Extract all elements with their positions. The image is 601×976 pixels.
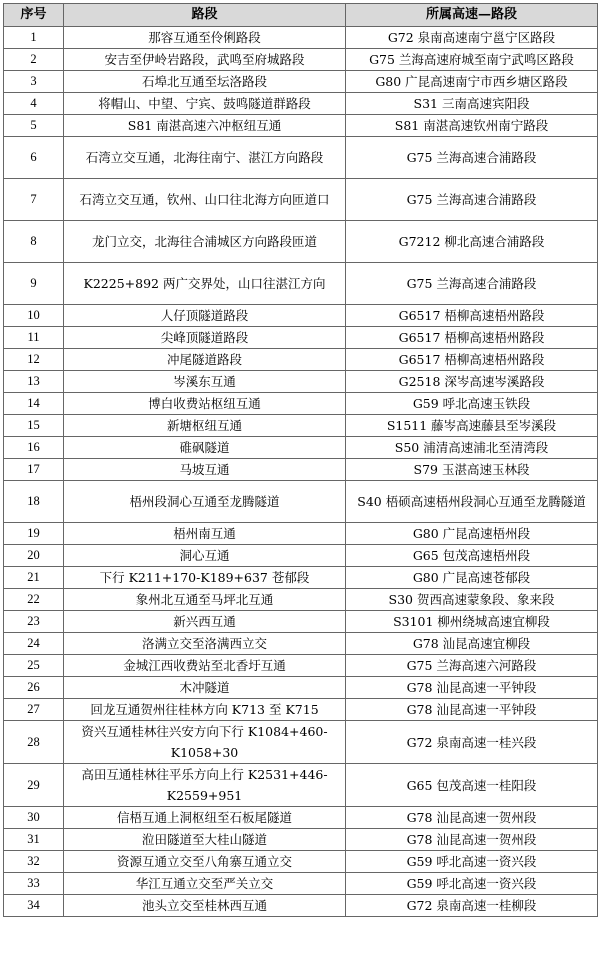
- row-section-cell: 涖田隧道至大桂山隧道: [64, 829, 346, 851]
- table-row: [4, 437, 598, 459]
- row-highway-cell: G78 汕昆高速一平钟段: [346, 699, 598, 721]
- row-highway-cell: G59 呼北高速一资兴段: [346, 851, 598, 873]
- row-highway-cell: S30 贺西高速蒙象段、象来段: [346, 589, 598, 611]
- row-seq-cell: 31: [4, 829, 64, 851]
- row-highway-cell: G75 兰海高速合浦路段: [346, 179, 598, 221]
- table-row: [4, 71, 598, 93]
- row-highway-cell: G78 汕昆高速一贺州段: [346, 807, 598, 829]
- row-seq-cell: 4: [4, 93, 64, 115]
- row-seq-cell: 20: [4, 545, 64, 567]
- row-section-cell: 资源互通立交至八角寨互通立交: [64, 851, 346, 873]
- row-highway-cell: G75 兰海高速合浦路段: [346, 263, 598, 305]
- table-row: [4, 137, 598, 179]
- row-highway-cell: G65 包茂高速梧州段: [346, 545, 598, 567]
- row-section-cell: 尖峰顶隧道路段: [64, 327, 346, 349]
- row-highway-cell: G80 广昆高速南宁市西乡塘区路段: [346, 71, 598, 93]
- row-highway-cell: G65 包茂高速一桂阳段: [346, 764, 598, 807]
- row-seq-cell: 1: [4, 27, 64, 49]
- row-section-cell: 信梧互通上洞枢纽至石板尾隧道: [64, 807, 346, 829]
- row-highway-cell: S1511 藤岑高速藤县至岑溪段: [346, 415, 598, 437]
- header-highway: 所属高速—路段: [346, 4, 598, 27]
- table-header: [4, 4, 598, 27]
- row-section-cell: 象州北互通至马坪北互通: [64, 589, 346, 611]
- row-section-cell: S81 南湛高速六冲枢纽互通: [64, 115, 346, 137]
- row-seq-cell: 32: [4, 851, 64, 873]
- row-seq-cell: 17: [4, 459, 64, 481]
- row-section-cell: 那容互通至伶俐路段: [64, 27, 346, 49]
- row-highway-cell: G75 兰海高速六河路段: [346, 655, 598, 677]
- row-highway-cell: G75 兰海高速合浦路段: [346, 137, 598, 179]
- row-seq-cell: 18: [4, 481, 64, 523]
- table-row: [4, 895, 598, 917]
- row-highway-cell: G6517 梧柳高速梧州路段: [346, 305, 598, 327]
- row-seq-cell: 30: [4, 807, 64, 829]
- row-seq-cell: 34: [4, 895, 64, 917]
- row-highway-cell: S81 南湛高速钦州南宁路段: [346, 115, 598, 137]
- row-seq-cell: 14: [4, 393, 64, 415]
- table-row: [4, 655, 598, 677]
- table-row: [4, 611, 598, 633]
- row-section-cell: 池头立交至桂林西互通: [64, 895, 346, 917]
- row-highway-cell: G59 呼北高速玉铁段: [346, 393, 598, 415]
- row-seq-cell: 11: [4, 327, 64, 349]
- row-seq-cell: 26: [4, 677, 64, 699]
- table-row: [4, 851, 598, 873]
- row-highway-cell: G2518 深岑高速岑溪路段: [346, 371, 598, 393]
- row-seq-cell: 21: [4, 567, 64, 589]
- table-row: [4, 393, 598, 415]
- table-row: [4, 349, 598, 371]
- table-row: [4, 49, 598, 71]
- table-row: [4, 459, 598, 481]
- row-seq-cell: 29: [4, 764, 64, 807]
- row-seq-cell: 25: [4, 655, 64, 677]
- table-row: [4, 371, 598, 393]
- table-row: [4, 305, 598, 327]
- table-row: [4, 764, 598, 807]
- table-row: [4, 677, 598, 699]
- row-seq-cell: 28: [4, 721, 64, 764]
- row-seq-cell: 16: [4, 437, 64, 459]
- row-seq-cell: 8: [4, 221, 64, 263]
- row-section-cell: 新兴西互通: [64, 611, 346, 633]
- row-seq-cell: 27: [4, 699, 64, 721]
- row-section-cell: 金城江西收费站至北香圩互通: [64, 655, 346, 677]
- row-section-cell: 新塘枢纽互通: [64, 415, 346, 437]
- row-seq-cell: 19: [4, 523, 64, 545]
- row-highway-cell: G78 汕昆高速一贺州段: [346, 829, 598, 851]
- table-row: [4, 545, 598, 567]
- row-seq-cell: 15: [4, 415, 64, 437]
- row-section-cell: 梧州南互通: [64, 523, 346, 545]
- table-row: [4, 829, 598, 851]
- row-highway-cell: G6517 梧柳高速梧州路段: [346, 349, 598, 371]
- row-section-cell: 石埠北互通至坛洛路段: [64, 71, 346, 93]
- row-seq-cell: 3: [4, 71, 64, 93]
- table-row: [4, 327, 598, 349]
- row-highway-cell: S40 梧硕高速梧州段洞心互通至龙腾隧道: [346, 481, 598, 523]
- header-seq: 序号: [4, 4, 64, 27]
- row-seq-cell: 24: [4, 633, 64, 655]
- row-section-cell: 博白收费站枢纽互通: [64, 393, 346, 415]
- table-row: [4, 523, 598, 545]
- row-section-cell: 梧州段洞心互通至龙腾隧道: [64, 481, 346, 523]
- table-row: [4, 567, 598, 589]
- row-seq-cell: 2: [4, 49, 64, 71]
- table-row: [4, 93, 598, 115]
- row-section-cell: K2225+892 两广交界处，山口往湛江方向: [64, 263, 346, 305]
- row-section-cell: 龙门立交，北海往合浦城区方向路段匝道: [64, 221, 346, 263]
- row-seq-cell: 13: [4, 371, 64, 393]
- table-row: [4, 179, 598, 221]
- table-row: [4, 263, 598, 305]
- row-highway-cell: G6517 梧柳高速梧州路段: [346, 327, 598, 349]
- row-section-cell: 将帽山、中望、宁宾、鼓鸣隧道群路段: [64, 93, 346, 115]
- row-section-cell: 洛满立交至洛满西立交: [64, 633, 346, 655]
- row-highway-cell: S3101 柳州绕城高速宜柳段: [346, 611, 598, 633]
- table-row: [4, 115, 598, 137]
- row-section-cell: 回龙互通贺州往桂林方向 K713 至 K715: [64, 699, 346, 721]
- row-section-cell: 石湾立交互通，北海往南宁、湛江方向路段: [64, 137, 346, 179]
- row-seq-cell: 22: [4, 589, 64, 611]
- row-seq-cell: 10: [4, 305, 64, 327]
- row-section-cell: 马坡互通: [64, 459, 346, 481]
- row-highway-cell: G78 汕昆高速一平钟段: [346, 677, 598, 699]
- row-highway-cell: G75 兰海高速府城至南宁武鸣区路段: [346, 49, 598, 71]
- table-row: [4, 27, 598, 49]
- row-highway-cell: S79 玉湛高速玉林段: [346, 459, 598, 481]
- row-highway-cell: G72 泉南高速南宁邕宁区路段: [346, 27, 598, 49]
- row-highway-cell: G72 泉南高速一桂兴段: [346, 721, 598, 764]
- row-section-cell: 安吉至伊岭岩路段，武鸣至府城路段: [64, 49, 346, 71]
- table-row: [4, 221, 598, 263]
- row-section-cell: 下行 K211+170-K189+637 苍郁段: [64, 567, 346, 589]
- row-section-cell: 冲尾隧道路段: [64, 349, 346, 371]
- table-row: [4, 807, 598, 829]
- table-row: [4, 415, 598, 437]
- row-highway-cell: G7212 柳北高速合浦路段: [346, 221, 598, 263]
- table-row: [4, 699, 598, 721]
- row-section-cell: 华江互通立交至严关立交: [64, 873, 346, 895]
- table-row: [4, 589, 598, 611]
- row-section-cell: 洞心互通: [64, 545, 346, 567]
- row-seq-cell: 33: [4, 873, 64, 895]
- header-row: [4, 4, 598, 27]
- row-highway-cell: G80 广昆高速苍郁段: [346, 567, 598, 589]
- row-highway-cell: G78 汕昆高速宜柳段: [346, 633, 598, 655]
- table-row: [4, 481, 598, 523]
- row-seq-cell: 6: [4, 137, 64, 179]
- row-seq-cell: 5: [4, 115, 64, 137]
- row-section-cell: 木冲隧道: [64, 677, 346, 699]
- row-seq-cell: 12: [4, 349, 64, 371]
- row-highway-cell: S31 三南高速宾阳段: [346, 93, 598, 115]
- highway-sections-table: [3, 3, 598, 917]
- row-section-cell: 人仔顶隧道路段: [64, 305, 346, 327]
- row-section-cell: 高田互通桂林往平乐方向上行 K2531+446-K2559+951: [64, 764, 346, 807]
- row-seq-cell: 9: [4, 263, 64, 305]
- header-section: 路段: [64, 4, 346, 27]
- row-section-cell: 碓砜隧道: [64, 437, 346, 459]
- row-highway-cell: S50 浦清高速浦北至清湾段: [346, 437, 598, 459]
- row-seq-cell: 7: [4, 179, 64, 221]
- row-section-cell: 资兴互通桂林往兴安方向下行 K1084+460-K1058+30: [64, 721, 346, 764]
- row-highway-cell: G72 泉南高速一桂柳段: [346, 895, 598, 917]
- table-body: [4, 27, 598, 917]
- table-row: [4, 721, 598, 764]
- row-seq-cell: 23: [4, 611, 64, 633]
- table-row: [4, 873, 598, 895]
- row-section-cell: 石湾立交互通，钦州、山口往北海方向匝道口: [64, 179, 346, 221]
- table-row: [4, 633, 598, 655]
- row-section-cell: 岑溪东互通: [64, 371, 346, 393]
- row-highway-cell: G59 呼北高速一资兴段: [346, 873, 598, 895]
- row-highway-cell: G80 广昆高速梧州段: [346, 523, 598, 545]
